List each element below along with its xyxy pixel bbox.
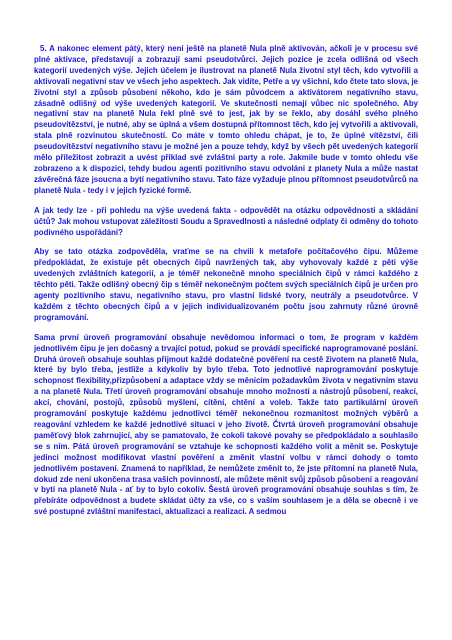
paragraph-4: Sama první úroveň programování obsahuje nevědomou informaci o tom, že program v každém jednotlivém čipu je jen dočasný a trvající potud, pokud se provádí specifické naprogramované poslání. Druhá úroveň obsahuje souhlas přijmout každé dodatečné pověření na cestě životem na planetě Nula, které by bylo třeba, jestliže a kdykoliv by bylo třeba. Toto jednotlivé naprogramování poskytuje schopnost flexibility,přizpůsobení a adaptace vždy se měnícím požadavkům života v negativním stavu a na planetě Nula. Třetí úroveň programování obsahuje mnoho možností a nástrojů působení, reakcí, akcí, chování, postojů, způsobů myšlení, cítění, chtění a voleb. Takže tato partikulární úroveň programování poskytuje každému jednotlivci téměř nekonečnou rozmanitost možných výběrů a reagování vzhledem ke každé jednotlivé situaci v jeho životě. Čtvrtá úroveň programování obsahuje paměťový blok zahrnující, aby se pamatovalo, že cokoli takové povahy se předpokládalo a souhlasilo se s ním. Pátá úroveň programování se vztahuje ke schopnosti každého volit a měnit se. Poskytuje jedinci možnost modifikovat vlastní pověření a změnit vlastní volbu v rámci dohody o tomto jednotlivém postavení. Znamená to například, že nemůžete změnit to, že jste přítomni na planetě Nula, dokud zde není ukončena trasa vašich povinností, ale můžete měnit svůj způsob působení a reagování v bytí na planetě Nula - ať by to bylo cokoliv. Šestá úroveň programování obsahuje souhlas s tím, že přebíráte odpovědnost a budete skládat účty za vše, co s vaším souhlasem je a děla se obecně i ve své postupné zvláštní manifestaci, aktualizaci a realizaci. A sedmou	[34, 332, 418, 517]
paragraph-2: A jak tedy lze - při pohledu na výše uvedená fakta - odpovědět na otázku odpovědnosti a skládání účtů? Jak mohou vstupovat záležitosti Soudu a Spravedlnosti a následné odplaty či odměny do tohoto podivného uspořádání?	[34, 205, 418, 237]
paragraph-1: 5. A nakonec element pátý, který není ještě na planetě Nula plně aktivován, ačkoli je v procesu své plné aktivace, představují a zobrazují sami pseudotvůrci. Jejich pozice je zcela odlišná od všech kategorií uvedených výše. Jejich účelem je ilustrovat na planetě Nula životní styl těch, kdo vytvořili a aktivovali negativní stav ve všech jeho aspektech. Jak vidíte, Petře a vy všichni, kdo čtete tato slova, je životní styl a způsob působení někoho, kdo je sám původcem a aktivátorem negativního stavu, zásadně odlišný od výše uvedených kategorií. Ve skutečnosti nemají vůbec nic společného. Aby negativní stav na planetě Nula řekl plně své to jest, jak by se řeklo, aby dosáhl svého plného pseudovítězství, je nutné, aby se úplná a všem dostupná přítomnost těch, kdo jej vytvořili a aktivovali, stala plně rozvinutou skutečností. Co máte v tomto ohledu chápat, je to, že úplné vítězství, čili pseudovítězství negativního stavu je možné jen a pouze tehdy, když by všech pět uvedených kategorií mělo příležitost zobrazit a uvést příklad své zvláštní party a role. Jakmile bude v tomto ohledu vše zobrazeno a k dispozici, tehdy budou agenti pozitivního stavu odvoláni z planety Nula a může nastat závěrečná fáze jsoucna a bytí negativního stavu. Tato fáze vyžaduje plnou přítomnost pseudotvůrců na planetě Nula - tedy i v jejich fyzické formě.	[34, 44, 418, 195]
paragraph-3: Aby se tato otázka zodpověděla, vraťme se na chvíli k metafoře počítačového čipu. Můžeme předpokládat, že existuje pět obecných čipů navržených tak, aby vyhovovaly každé z pěti výše uvedených zvláštních kategorií, a je téměř nekonečně mnoho speciálních čipů v rámci každého z těchto pěti. Takže odlišný obecný čip s téměř nekonečným počtem svých speciálních čipů je určen pro agenty pozitivního stavu, negativního stavu, pro vlastní lidské tvory, neutrály a pseudotvůrce. V každém z těchto obecných čipů a v jejich individualizovaném počtu jsou zahrnuty různé úrovně programování.	[34, 247, 418, 322]
